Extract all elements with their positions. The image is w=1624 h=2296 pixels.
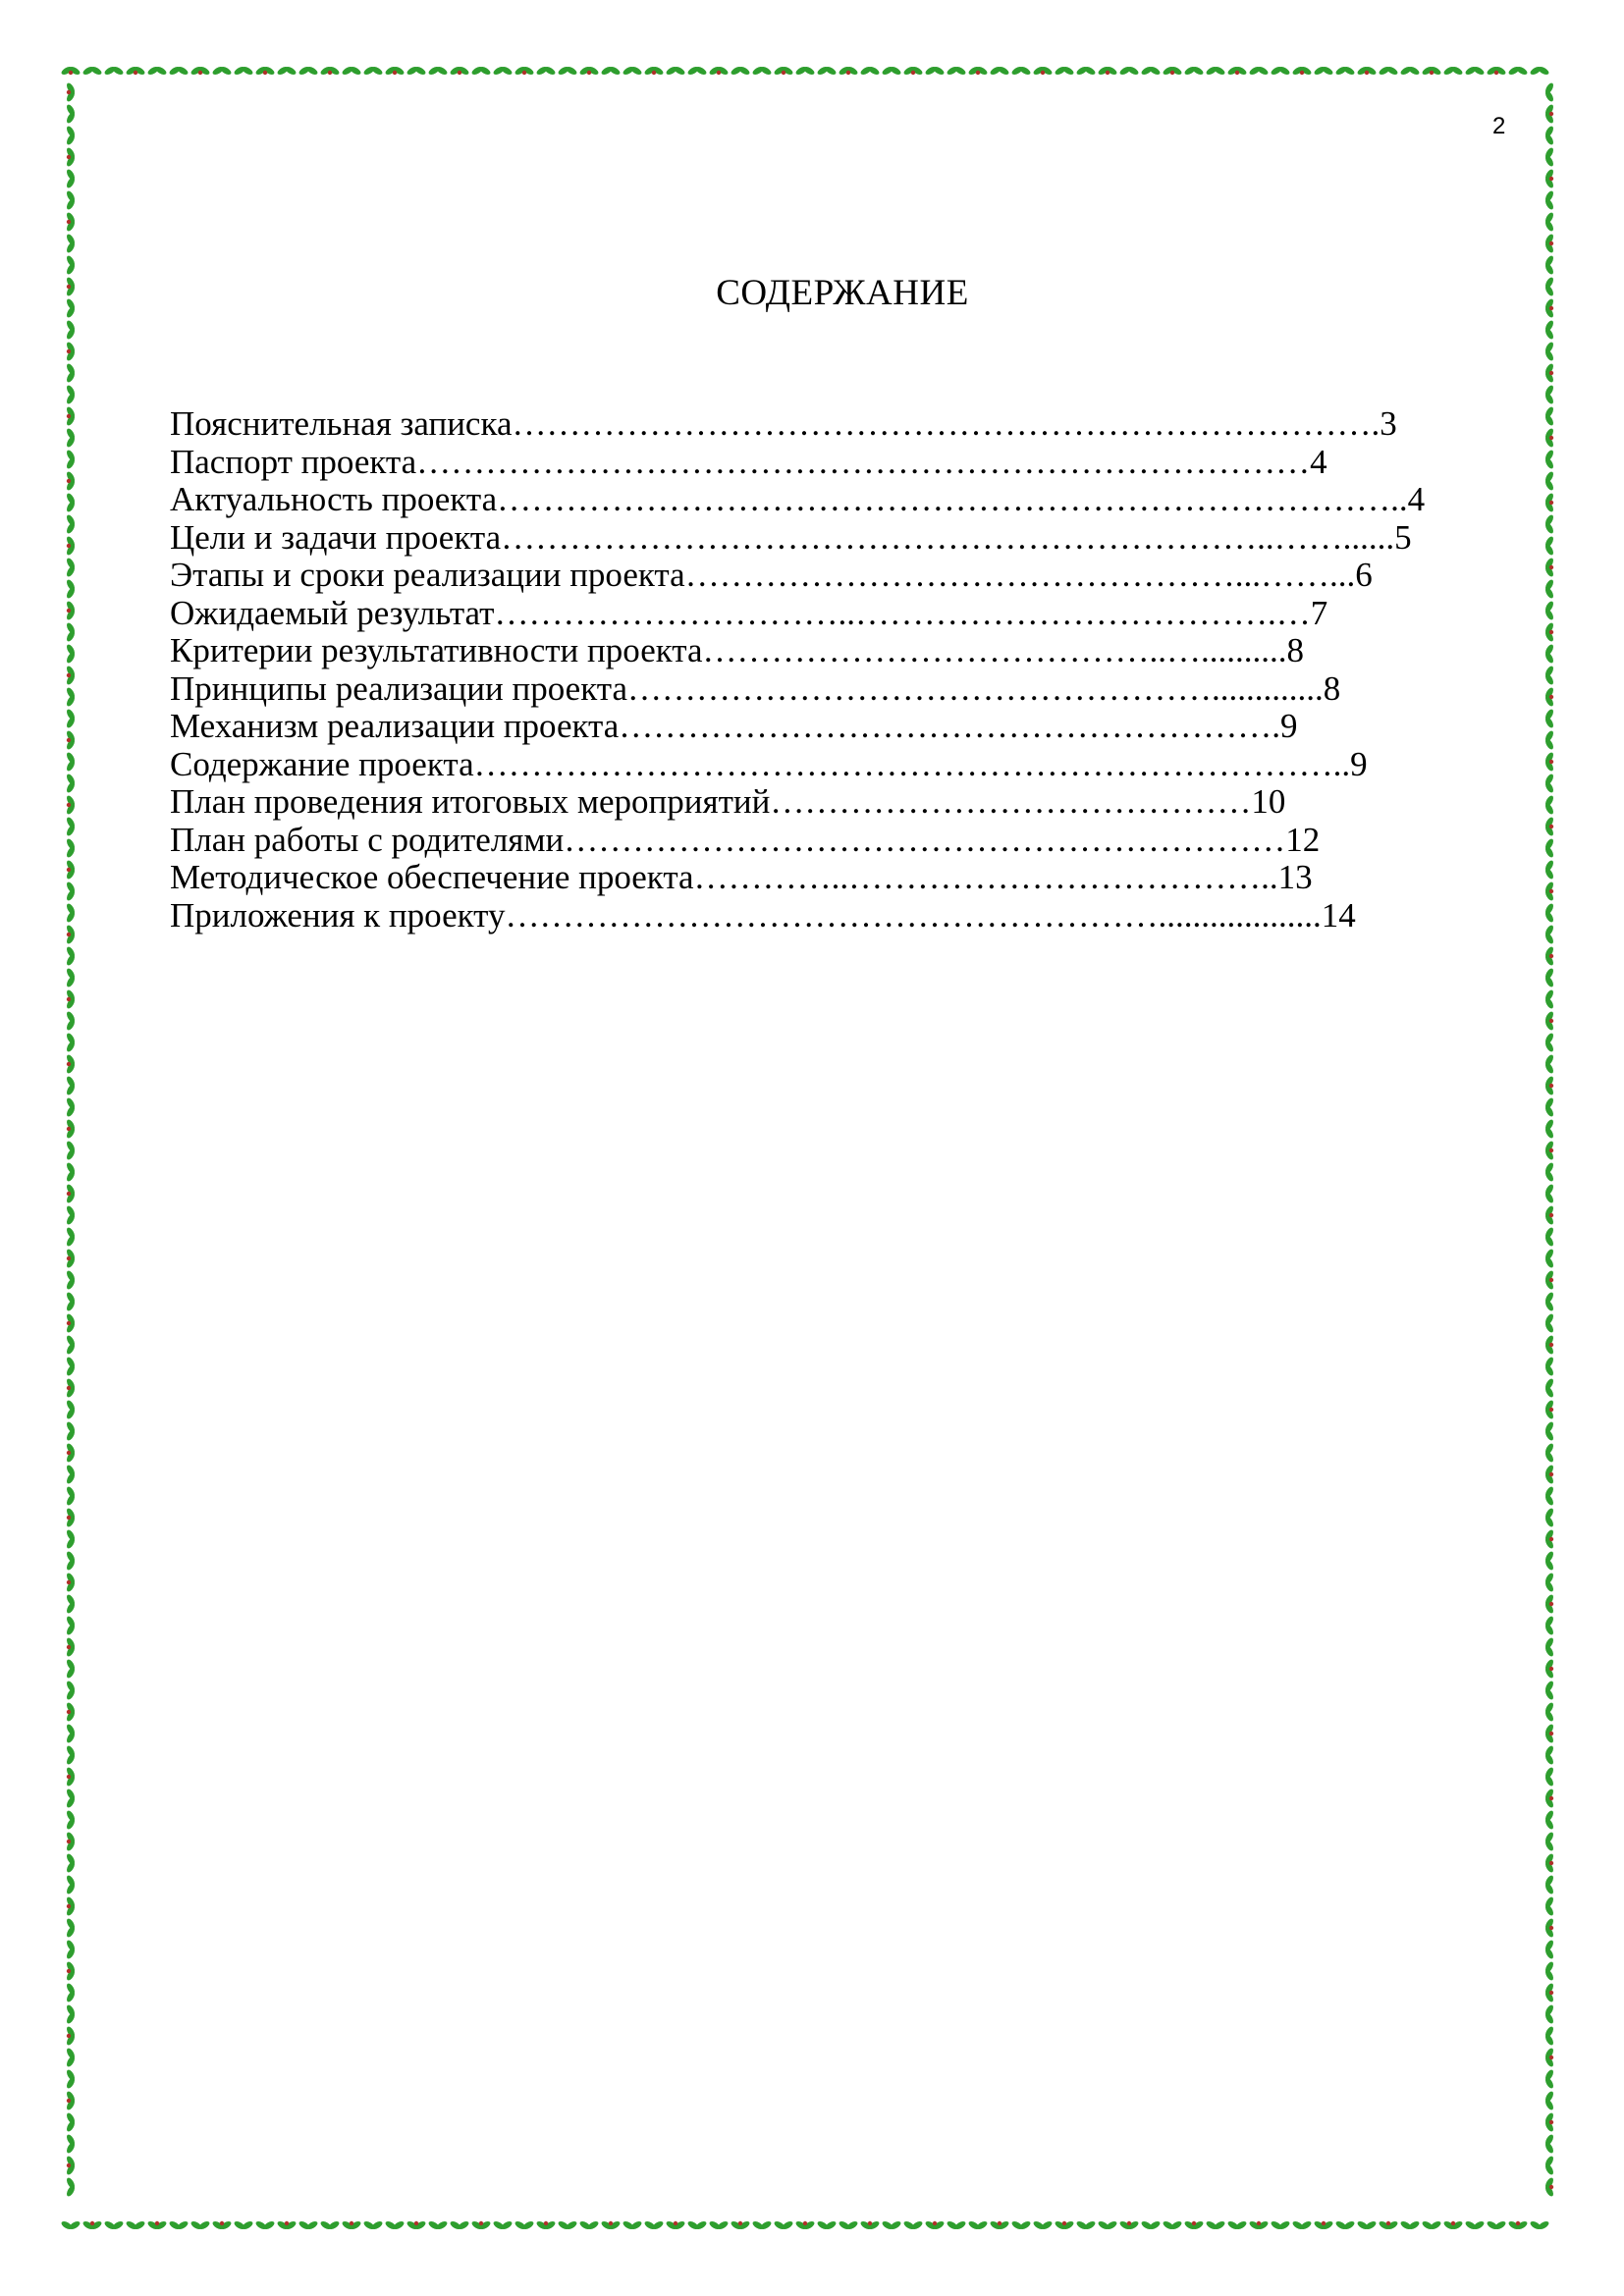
toc-entry-page: 12	[1285, 821, 1321, 859]
toc-entry-title: Содержание проекта	[170, 745, 474, 783]
toc-entry-page: 4	[1310, 443, 1327, 481]
toc-entry-title: Цели и задачи проекта	[170, 518, 502, 557]
toc-entry-leader: …………………………………………….............	[627, 669, 1324, 708]
toc-entry-page: 7	[1310, 594, 1328, 632]
toc-entry-page: 10	[1251, 783, 1286, 821]
toc-entry-title: План работы с родителями	[170, 821, 565, 859]
toc-entry-page: 9	[1350, 745, 1368, 783]
toc-entry	[170, 632, 1505, 670]
toc-entry-page: 3	[1380, 405, 1397, 443]
toc-entry-title: Ожидаемый результат	[170, 594, 495, 632]
toc-entry-leader: …………………………………………………...................	[505, 896, 1322, 934]
toc-entry-title: Принципы реализации проекта	[170, 669, 627, 708]
toc-entry	[170, 822, 1505, 860]
toc-entry-leader: …………………………………………...……...	[684, 557, 1356, 594]
toc-entry-leader: …………………………………………………………..……......	[501, 518, 1395, 557]
toc-entry-leader: …………………………………………………………………..	[473, 745, 1351, 783]
holly-border-ornament	[61, 61, 1559, 2235]
toc-entry	[170, 783, 1505, 822]
holly-border	[61, 61, 1559, 2235]
toc-entry-page: 14	[1321, 896, 1356, 934]
toc-entry-leader: …………………………..……………………………….…	[494, 594, 1311, 632]
toc-entry-title: Критерии результативности проекта	[170, 632, 703, 669]
toc-entry	[170, 444, 1505, 482]
toc-entry	[170, 746, 1505, 784]
toc-entry	[170, 859, 1505, 897]
toc-entry-title: Пояснительная записка	[170, 405, 513, 443]
toc-entry-leader: ………………………………………………………	[564, 821, 1286, 859]
toc-entry-title: Паспорт проекта	[170, 443, 417, 481]
toc-entry-page: 9	[1280, 708, 1298, 745]
table-of-contents	[170, 405, 1505, 934]
toc-entry	[170, 897, 1505, 935]
toc-entry-title: Методическое обеспечение проекта	[170, 859, 694, 896]
toc-entry	[170, 557, 1505, 595]
toc-entry-leader: ………………………………………………….	[619, 708, 1281, 745]
toc-entry	[170, 670, 1505, 709]
toc-entry-leader: ……………………………………………………………………	[416, 443, 1311, 481]
toc-entry-title: Приложения к проекту	[170, 896, 506, 934]
toc-entry-page: 4	[1407, 481, 1426, 518]
toc-entry-title: Механизм реализации проекта	[170, 708, 620, 745]
toc-entry-title: План проведения итоговых мероприятий	[170, 783, 771, 821]
toc-entry	[170, 519, 1505, 558]
toc-entry	[170, 708, 1505, 746]
toc-entry-page: 8	[1286, 632, 1305, 669]
toc-entry-page: 6	[1355, 557, 1373, 594]
toc-entry-title: Этапы и сроки реализации проекта	[170, 557, 685, 594]
toc-entry-page: 13	[1277, 859, 1313, 896]
page-number: 2	[1492, 113, 1506, 139]
toc-entry-leader: …………………………………..…..........	[702, 632, 1287, 669]
toc-entry	[170, 595, 1505, 633]
toc-entry-page: 8	[1323, 669, 1341, 708]
toc-entry-leader: ………………………………………………………………….	[512, 405, 1380, 443]
toc-entry	[170, 405, 1505, 444]
toc-heading: СОДЕРЖАНИЕ	[716, 273, 969, 313]
toc-entry-leader: …………..………………………………..	[693, 859, 1278, 896]
toc-entry-leader: ……………………………………………………………………..	[497, 481, 1408, 518]
toc-entry	[170, 481, 1505, 519]
toc-entry-title: Актуальность проекта	[170, 481, 498, 518]
toc-entry-page: 5	[1394, 518, 1412, 557]
toc-entry-leader: ……………………………………	[770, 783, 1252, 821]
